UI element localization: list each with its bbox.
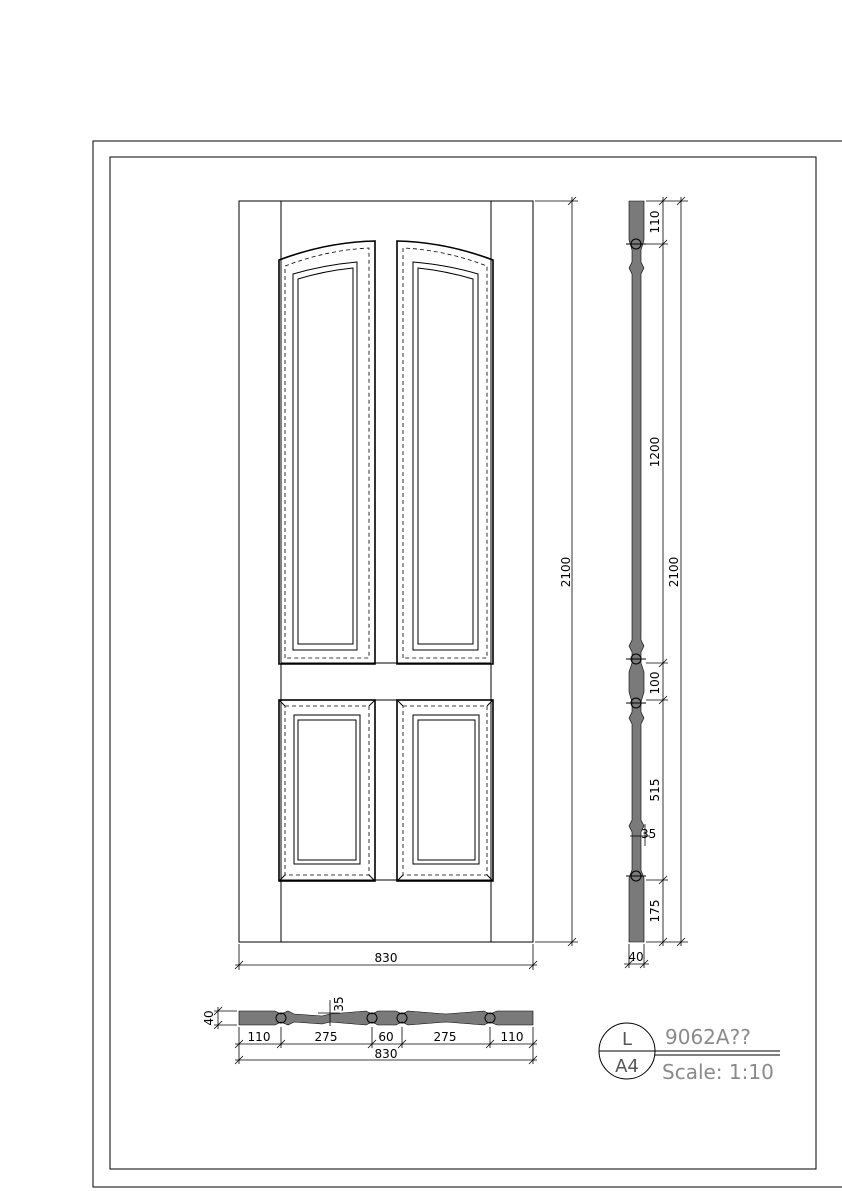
plan-dim-right-panel: 275: [433, 1030, 457, 1044]
side-dim-thickness: 40: [628, 950, 644, 964]
panel-bottom-right: [397, 700, 493, 881]
plan-dimensions: [202, 996, 537, 1064]
door-front-view: [239, 201, 533, 942]
plan-dim-left-panel: 275: [314, 1030, 338, 1044]
side-dim-bottom-panel: 515: [648, 778, 662, 802]
side-dim-total: 2100: [667, 556, 681, 588]
plan-dim-right-stile: 110: [500, 1030, 524, 1044]
front-dimensions: [235, 197, 578, 970]
panel-bottom-left: [279, 700, 375, 881]
sheet-size-letter: L: [621, 1029, 633, 1050]
door-plan-section: [239, 1011, 533, 1025]
side-dim-top-panel: 1200: [648, 436, 662, 468]
title-block: [599, 1023, 780, 1084]
side-dim-panel-depth: 35: [641, 827, 657, 841]
side-dim-top-rail: 110: [648, 210, 662, 234]
front-width-label: 830: [374, 951, 398, 965]
plan-dim-left-stile: 110: [247, 1030, 271, 1044]
plan-dim-panel-depth: 35: [332, 996, 346, 1012]
sheet-size-code: A4: [615, 1056, 639, 1077]
front-height-label: 2100: [559, 556, 573, 588]
panel-top-right: [397, 241, 493, 664]
side-dim-bottom-rail: 175: [648, 899, 662, 923]
plan-dim-total: 830: [374, 1047, 398, 1061]
plan-dim-mullion: 60: [378, 1030, 394, 1044]
drawing-code: 9062A??: [665, 1025, 751, 1049]
side-dim-mid-rail: 100: [648, 671, 662, 695]
panel-top-left: [279, 241, 375, 664]
plan-dim-thickness: 40: [202, 1010, 216, 1026]
drawing-scale: Scale: 1:10: [662, 1060, 774, 1084]
